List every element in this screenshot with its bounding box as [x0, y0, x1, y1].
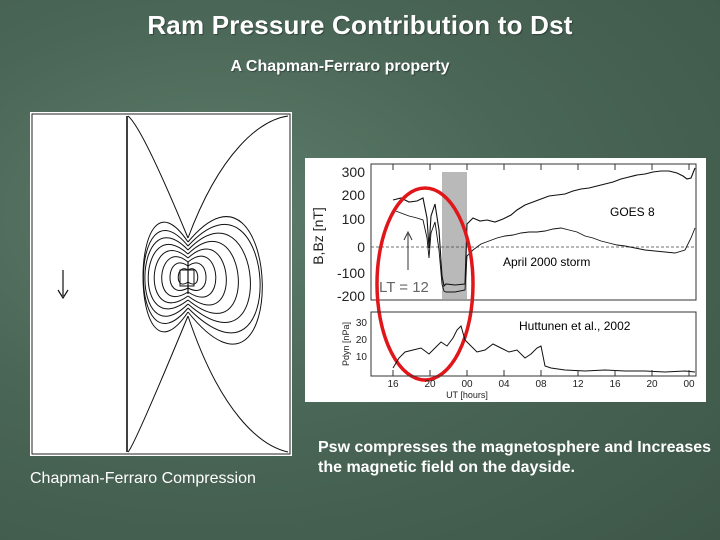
- lt-label: LT = 12: [379, 279, 429, 296]
- ytick-minus-200: -200: [336, 288, 365, 304]
- ytick-minus-100: -100: [336, 265, 365, 281]
- ytick-200: 200: [341, 187, 365, 203]
- slide-title: Ram Pressure Contribution to Dst: [147, 10, 573, 40]
- slide-subtitle: A Chapman-Ferraro property: [230, 58, 450, 75]
- storm-label: April 2000 storm: [503, 255, 591, 269]
- bottom-ytick-group: [356, 318, 368, 363]
- figure-left-caption: Chapman-Ferraro Compression: [30, 470, 256, 487]
- goes-figure: [305, 158, 706, 402]
- ytick-10: 10: [355, 352, 367, 363]
- body-text: Psw compresses the magnetosphere and Increases the magnetic field on the dayside.: [318, 439, 712, 476]
- xtick-label: 20: [424, 379, 436, 390]
- chapman-ferraro-figure: [30, 112, 292, 456]
- bottom-ylabel: Pdyn [nPa]: [341, 321, 351, 367]
- xtick-label: 08: [535, 379, 547, 390]
- citation-label: Huttunen et al., 2002: [519, 319, 631, 333]
- xtick-label: 12: [572, 379, 584, 390]
- xtick-group: [387, 379, 695, 390]
- xtick-label: 16: [609, 379, 621, 390]
- ytick-300: 300: [341, 164, 365, 180]
- xtick-label: 00: [683, 379, 695, 390]
- goes-label: GOES 8: [610, 205, 655, 219]
- xtick-label: 00: [461, 379, 473, 390]
- top-ylabel: B,Bz [nT]: [310, 207, 326, 265]
- xtick-label: 04: [498, 379, 510, 390]
- ytick-20: 20: [355, 335, 367, 346]
- ytick-100: 100: [341, 211, 365, 227]
- goes-timeseries: [305, 158, 706, 402]
- xtick-label: 20: [646, 379, 658, 390]
- ytick-30: 30: [355, 318, 367, 329]
- xaxis-label: UT [hours]: [446, 390, 488, 400]
- xtick-label: 16: [387, 379, 399, 390]
- ytick-0: 0: [357, 239, 365, 255]
- shaded-interval: [442, 172, 467, 299]
- field-line-diagram: [30, 112, 292, 456]
